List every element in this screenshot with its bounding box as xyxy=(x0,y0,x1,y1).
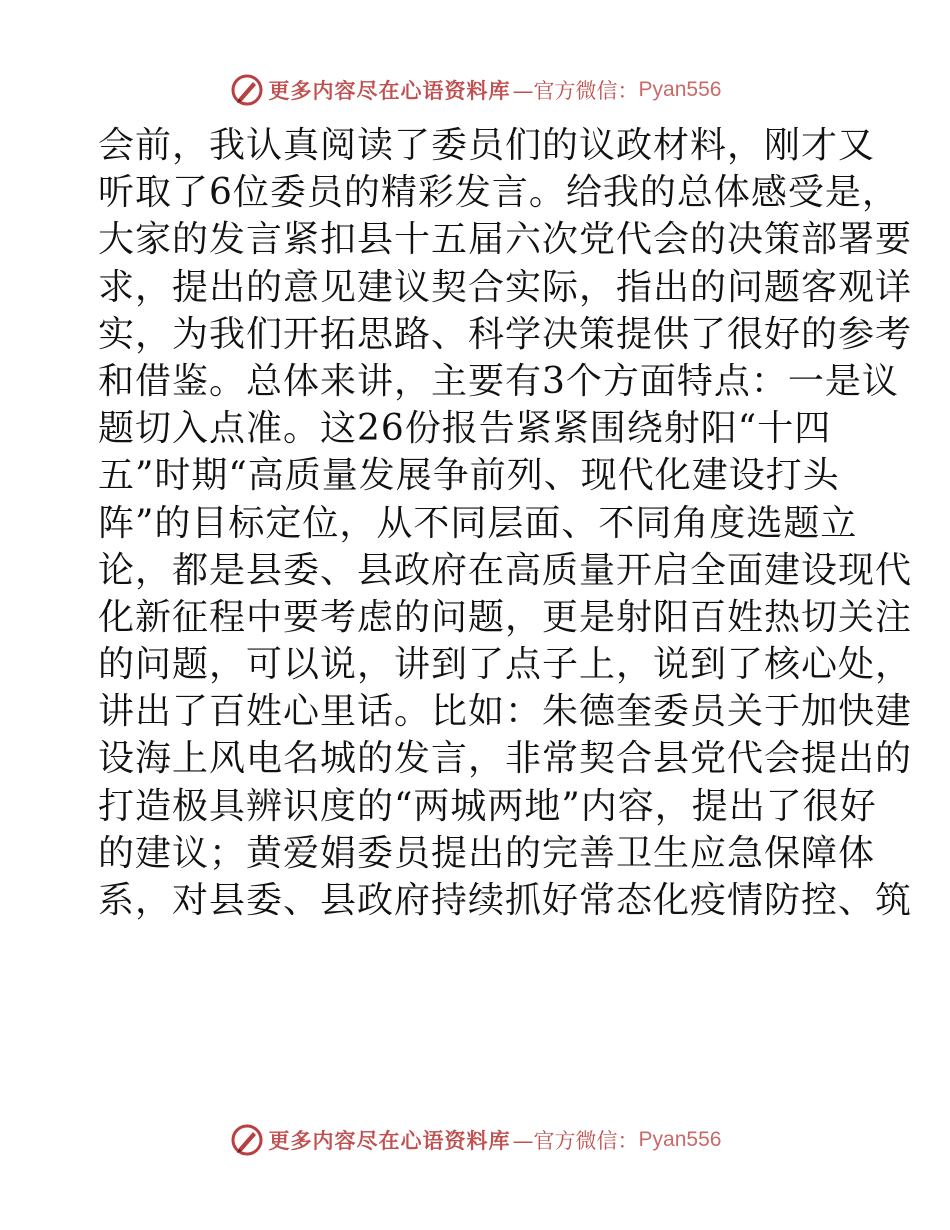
text-line-1: 会前，我认真阅读了委员们的议政材料，刚才又 xyxy=(98,125,876,166)
text-line-14: 设海上风电名城的发言，非常契合县党代会提出的 xyxy=(98,738,913,780)
text-line-3: 大家的发言紧扣县十五届六次党代会的决策部署要 xyxy=(98,219,913,261)
text-line-16: 的建议；黄爱娟委员提出的完善卫生应急保障体 xyxy=(98,832,876,874)
banner-ad-text: 更多内容尽在心语资料库 xyxy=(268,79,511,103)
header-banner xyxy=(0,70,950,110)
text-line-13: 讲出了百姓心里话。比如：朱德奎委员关于加快建 xyxy=(98,691,913,733)
pen-circle-logo-icon xyxy=(229,1122,265,1158)
text-line-9: 阵”的目标定位，从不同层面、不同角度选题立 xyxy=(98,502,858,544)
banner-contact-label: —官方微信： xyxy=(512,1129,639,1153)
banner-contact-label: —官方微信： xyxy=(512,79,639,103)
text-line-10: 论，都是县委、县政府在高质量开启全面建设现代 xyxy=(98,549,913,591)
text-line-6: 和借鉴。总体来讲，主要有3个方面特点：一是议 xyxy=(98,360,899,402)
footer-banner xyxy=(0,1120,950,1160)
text-line-5: 实，为我们开拓思路、科学决策提供了很好的参考 xyxy=(98,313,913,355)
banner-contact-handle: Pyan556 xyxy=(638,78,722,101)
banner-ad-text: 更多内容尽在心语资料库 xyxy=(268,1129,511,1153)
text-line-12: 的问题，可以说，讲到了点子上，说到了核心处， xyxy=(98,644,913,686)
text-line-7: 题切入点准。这26份报告紧紧围绕射阳“十四 xyxy=(98,408,832,450)
text-line-8: 五”时期“高质量发展争前列、现代化建设打头 xyxy=(98,455,840,497)
text-line-15: 打造极具辨识度的“两城两地”内容，提出了很好 xyxy=(98,785,877,827)
pen-circle-logo-icon xyxy=(229,72,265,108)
text-line-17: 系，对县委、县政府持续抓好常态化疫情防控、筑 xyxy=(98,880,913,921)
text-line-4: 求，提出的意见建议契合实际，指出的问题客观详 xyxy=(98,266,913,308)
text-line-2: 听取了6位委员的精彩发言。给我的总体感受是， xyxy=(98,172,899,214)
banner-contact-handle: Pyan556 xyxy=(638,1128,722,1151)
document-body xyxy=(98,122,913,924)
text-line-11: 化新征程中要考虑的问题，更是射阳百姓热切关注 xyxy=(98,596,913,638)
